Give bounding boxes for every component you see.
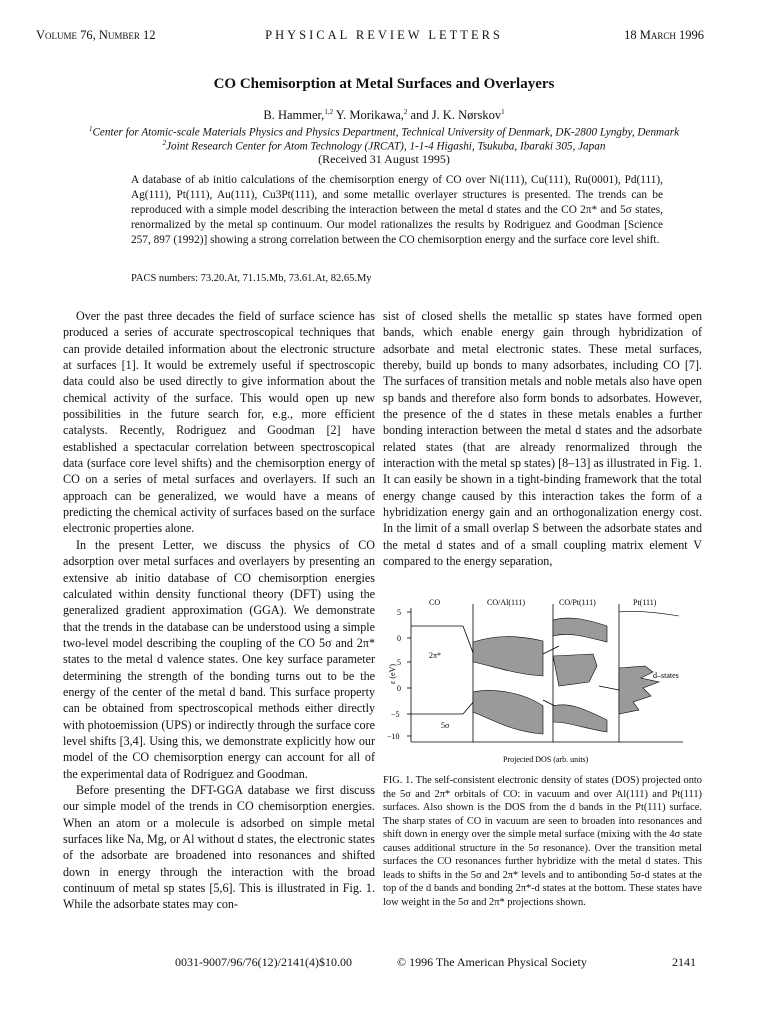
footer-copyright: © 1996 The American Physical Society bbox=[397, 955, 587, 969]
panel-label-co: CO bbox=[429, 598, 441, 607]
right-column bbox=[383, 308, 702, 570]
x-axis-label: Projected DOS (arb. units) bbox=[503, 755, 589, 764]
author-name: B. Hammer, bbox=[263, 108, 325, 123]
author-name: and J. K. Nørskov bbox=[407, 108, 502, 123]
y-tick-label: 5 bbox=[397, 658, 401, 667]
panel-label-pt: Pt(111) bbox=[633, 598, 657, 607]
body-paragraph: sist of closed shells the metallic sp states have formed open bands, which enable energy gain through hybridization of adsorbate and metal electronic states. These metal surfaces, thereby, build up bonds to many adsorbates, including CO [7]. The surfaces of transition metals and noble metals also have open sp bands and therefore also form bonds to adsorbates. However, the presence of the d states in these metals enables a further bonding interaction between the metal d states and the adsorbate related states (that are already renormalized through the interaction with the metal sp states) [8–13] as illustrated in Fig. 1. It can easily be shown in a tight-binding framework that the total energy change caused by this interaction takes the form of a hybridization energy gain and an orthogonalization energy cost. In the limit of a small overlap S between the adsorbate states and the metal d states and of a small coupling matrix element V compared to the energy separation, bbox=[383, 309, 702, 569]
affiliation-1 bbox=[0, 125, 768, 139]
panel-label-co-pt: CO/Pt(111) bbox=[559, 598, 596, 607]
footer-code: 0031-9007/96/76(12)/2141(4)$10.00 bbox=[175, 955, 352, 969]
affiliation-text: Joint Research Center for Atom Technology (JRCAT), 1-1-4 Higashi, Tsukuba, Ibaraki 305, Japan bbox=[166, 140, 606, 153]
affiliation-2 bbox=[0, 139, 768, 153]
dos-plot bbox=[383, 596, 702, 772]
author-affiliation-mark: 1,2 bbox=[324, 108, 334, 116]
figure-caption: FIG. 1. The self-consistent electronic density of states (DOS) projected onto the 5σ and 2π* orbitals of CO: in vacuum and over Al(111) and Pt(111) surfaces. Also shown is the DOS from the d bands in the Pt(111) surface. The sharp states of CO in vacuum are seen to broaden into resonances and shift down in energy over the simple metal surface (mixing with the 4σ state causes additional structure in the 5σ resonance). Over the transition metal surfaces the CO resonances further hybridize with the metal d states. This leads to shifts in the 5σ and 2π* levels and to antibonding 5σ-d states at the top of the d bands and bonding 2π*-d states at the bottom. These states have low weight in the 5σ and 2π* projections shown. bbox=[383, 775, 702, 908]
state-label-5sigma: 5σ bbox=[441, 721, 450, 730]
al-5sigma-resonance bbox=[473, 691, 543, 734]
figure-1 bbox=[383, 596, 702, 772]
author-affiliation-mark: 1 bbox=[501, 108, 505, 116]
left-column bbox=[63, 308, 375, 913]
al-2pi-resonance bbox=[473, 637, 543, 676]
body-paragraph: Over the past three decades the field of surface science has produced a series of accurate spectroscopical techniques that can provide detailed information about the electronic structure at surfaces [1]. It would be extremely useful if spectroscopic data could also be used directly to give information about the chemical activity of the surface. This would open up new possibilities in the future search for, e.g., more efficient catalysts. Recently, Rodriguez and Goodman [2] have established a spectacular correlation between spectroscopical data (surface core level shifts) and the chemisorption energy of CO on a series of metal surfaces and overlayers. If such an approach can be generalized, we would have a means of predicting the chemical activity of surfaces based on the surface electronic properties alone. bbox=[63, 309, 375, 536]
received-date: (Received 31 August 1995) bbox=[318, 152, 450, 166]
y-axis-label: ε (eV) bbox=[388, 663, 397, 684]
pacs-numbers: PACS numbers: 73.20.At, 71.15.Mb, 73.61.At, 82.65.My bbox=[131, 273, 372, 284]
affiliation-text: Center for Atomic-scale Materials Physics and Physics Department, Technical University of Denmark, DK-2800 Lyngby, Denmark bbox=[92, 126, 680, 139]
y-tick-label: 0 bbox=[397, 684, 401, 693]
author-name: Y. Morikawa, bbox=[333, 108, 404, 123]
page-number: 2141 bbox=[672, 955, 696, 969]
pt-2pi-resonance bbox=[553, 618, 607, 642]
body-paragraph: In the present Letter, we discuss the physics of CO adsorption over metal surfaces and overlayers by presenting an extensive ab initio database of CO chemisorption energies calculated within density functional theory (DFT) using the generalized gradient approximation (GGA). We demonstrate that the trends in the database can be understood using a simple two-level model describing the coupling of the CO 5σ and 2π* states to the metal d valence states. One key surface parameter determining the strength of the bonding turns out to be the energy of the center of the metal d band. This surface property can be obtained from spectroscopical methods either directly with photoemission (UPS) or indirectly through the surface core level shifts [3,4]. Using this, we demonstrate explicitly how our model of the CO chemisorption energy can account for all of the experimental data of Rodriguez and Goodman. bbox=[63, 537, 375, 781]
affiliation-mark: 2 bbox=[162, 139, 167, 147]
paper-title: CO Chemisorption at Metal Surfaces and Overlayers bbox=[213, 76, 555, 92]
header-date: 18 March 1996 bbox=[624, 28, 704, 42]
state-label-d-states: d–states bbox=[653, 671, 679, 680]
y-tick-label: −5 bbox=[391, 710, 400, 719]
body-paragraph: Before presenting the DFT-GGA database we first discuss our simple model of the trends in CO chemisorption energies. When an atom or a molecule is adsorbed on simple metal surfaces like Na, Mg, or Al without d states, the electronic states of the adsorbate are broadened into resonances and shifted down in energy through the interaction with the broad continuum of metal sp states [5,6]. This is illustrated in Fig. 1. While the adsorbate states may con- bbox=[63, 782, 375, 912]
author-list bbox=[0, 108, 768, 123]
y-tick-label: 5 bbox=[397, 608, 401, 617]
pt-hybrid-states bbox=[553, 654, 597, 686]
y-tick-label: 0 bbox=[397, 634, 401, 643]
pt-5sigma-resonance bbox=[553, 705, 607, 732]
header-volume: Volume 76, Number 12 bbox=[36, 28, 156, 42]
affiliation-mark: 1 bbox=[88, 125, 93, 133]
panel-label-co-al: CO/Al(111) bbox=[487, 598, 526, 607]
state-label-2pi: 2π* bbox=[429, 651, 442, 660]
y-tick-label: −10 bbox=[387, 732, 400, 741]
abstract: A database of ab initio calculations of the chemisorption energy of CO over Ni(111), Cu(111), Ru(0001), Pd(111), Ag(111), Pt(111), Au(111), Cu3Pt(111), and some metallic overlayer structures is presented. The trends can be reproduced with a simple model describing the interaction between the metal d states and the CO 2π* and 5σ states, renormalized by the metal sp continuum. Our model rationalizes the results by Rodriguez and Goodman [Science 257, 897 (1992)] showing a strong correlation between the CO chemisorption energy and the surface core level shift. bbox=[131, 174, 663, 247]
header-journal: PHYSICAL REVIEW LETTERS bbox=[265, 28, 503, 42]
author-affiliation-mark: 2 bbox=[403, 108, 408, 116]
